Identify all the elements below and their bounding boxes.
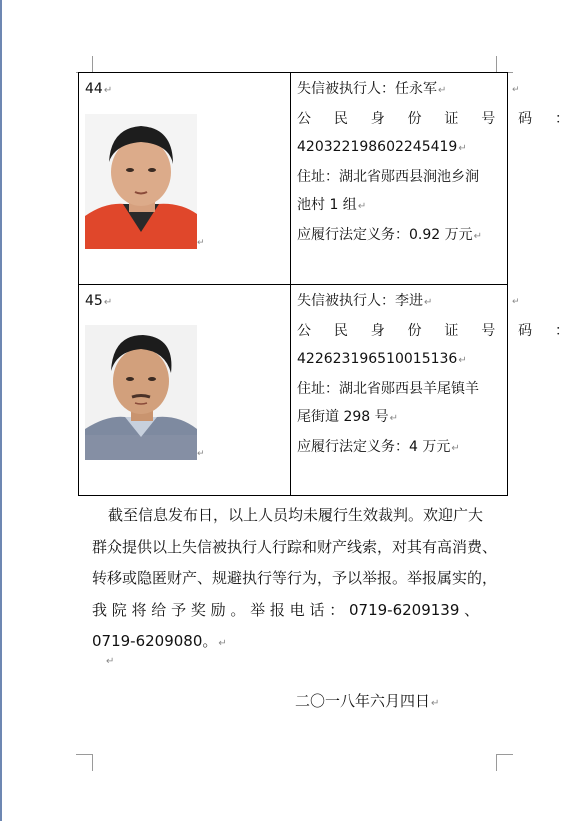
id-label: 公 民 身 份 证 号 码 ： bbox=[297, 323, 579, 339]
id-label: 公 民 身 份 证 号 码 ： bbox=[297, 111, 579, 127]
name-line: 失信被执行人：李进↵ bbox=[297, 293, 433, 309]
obligation-line: 应履行法定义务：4 万元↵ bbox=[297, 439, 460, 455]
row-end-mark: ↵ bbox=[512, 85, 520, 95]
crop-mark-top-left bbox=[76, 56, 93, 73]
row-end-mark: ↵ bbox=[512, 297, 520, 307]
entry-details bbox=[297, 287, 579, 463]
issue-date: 二〇一八年六月四日↵ bbox=[295, 692, 440, 710]
crop-mark-bottom-right bbox=[496, 754, 513, 771]
name-line: 失信被执行人：任永军↵ bbox=[297, 81, 447, 97]
notice-line: 群众提供以上失信被执行人行踪和财产线索，对其有高消费、 bbox=[92, 537, 498, 556]
address-line: 住址：湖北省郧西县羊尾镇羊 bbox=[297, 381, 479, 397]
id-number: 420322198602245419↵ bbox=[297, 139, 467, 155]
entry-details bbox=[297, 75, 579, 251]
empty-paragraph-mark: ↵ bbox=[106, 656, 115, 667]
table-divider-horizontal bbox=[79, 284, 507, 285]
notice-line: 0719-6209080。↵ bbox=[92, 632, 227, 650]
cell-mark: ↵ bbox=[197, 238, 205, 248]
notice-line: 转移或隐匿财产、规避执行等行为，予以举报。举报属实的， bbox=[92, 569, 498, 587]
crop-mark-bottom-left bbox=[76, 754, 93, 771]
crop-mark-top-right bbox=[496, 56, 513, 73]
cell-mark: ↵ bbox=[197, 449, 205, 459]
id-number: 422623196510015136↵ bbox=[297, 351, 467, 367]
address-line: 尾街道 298 号↵ bbox=[297, 409, 399, 425]
document-page bbox=[2, 0, 581, 821]
entry-number: 45↵ bbox=[85, 293, 113, 309]
entry-number: 44↵ bbox=[85, 81, 113, 97]
person-photo bbox=[85, 114, 197, 249]
obligation-line: 应履行法定义务：0.92 万元↵ bbox=[297, 227, 483, 243]
notice-line: 我 院 将 给 予 奖 励 。 举 报 电 话 ： 0719-6209139 、 bbox=[92, 600, 480, 619]
person-photo bbox=[85, 325, 197, 460]
address-line: 住址：湖北省郧西县涧池乡涧 bbox=[297, 169, 479, 185]
debtor-table bbox=[78, 72, 579, 496]
notice-line: 截至信息发布日，以上人员均未履行生效裁判。欢迎广大 bbox=[108, 506, 484, 524]
address-line: 池村 1 组↵ bbox=[297, 197, 367, 213]
notice-paragraph bbox=[92, 500, 505, 660]
